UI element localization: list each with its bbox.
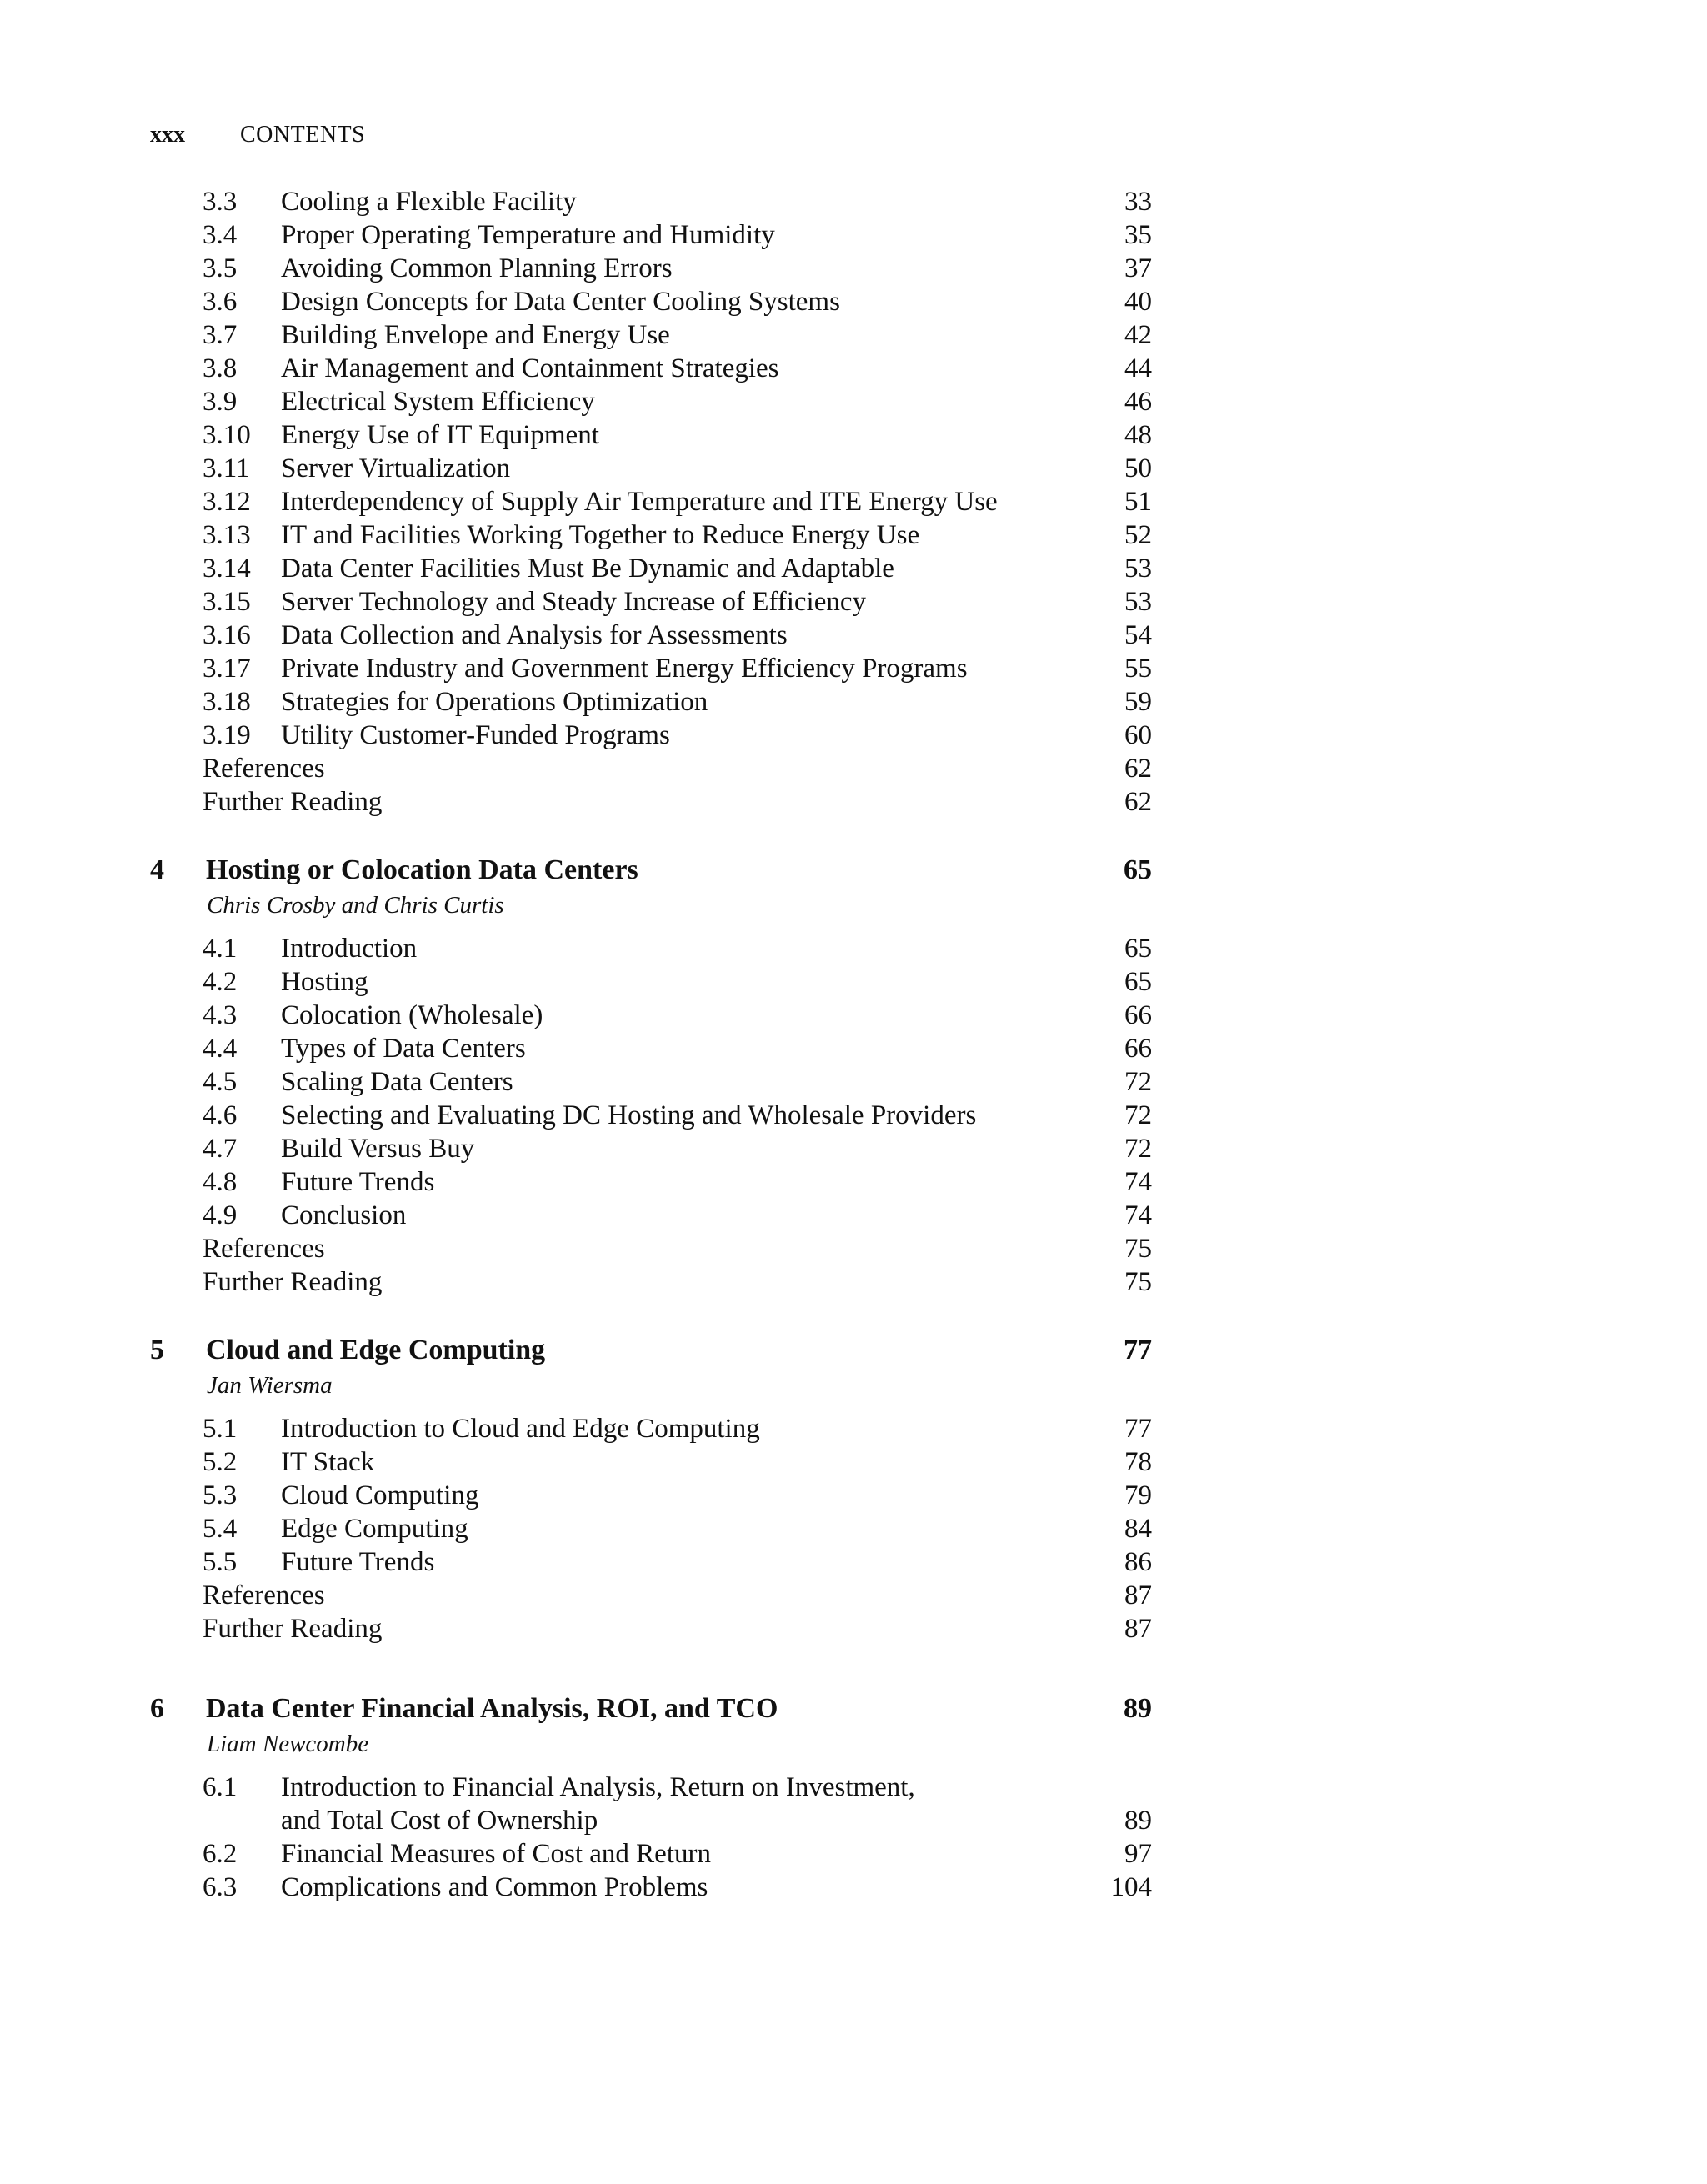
- section-title: Server Technology and Steady Increase of Efficiency: [281, 587, 867, 617]
- chapter-heading: [0, 1332, 1707, 1369]
- section-title: IT Stack: [281, 1447, 375, 1477]
- section-number: 4.5: [203, 1067, 238, 1097]
- page-number: 97: [1124, 1839, 1152, 1869]
- page-number: 72: [1124, 1100, 1152, 1130]
- section-number: 4.4: [203, 1034, 238, 1064]
- chapter-title: Cloud and Edge Computing: [206, 1335, 546, 1365]
- page-number: 33: [1124, 187, 1152, 217]
- section-title: Future Trends: [281, 1547, 435, 1577]
- page-number: 52: [1124, 520, 1152, 550]
- section-title-continued: and Total Cost of Ownership: [281, 1806, 598, 1836]
- page-number: 74: [1124, 1200, 1152, 1230]
- section-title: Energy Use of IT Equipment: [281, 420, 599, 450]
- section-title: Private Industry and Government Energy Efficiency Programs: [281, 654, 968, 684]
- section-number: 3.15: [203, 587, 251, 617]
- section-number: 4.6: [203, 1100, 238, 1130]
- toc-entry: [0, 585, 1707, 619]
- page-number: 84: [1124, 1514, 1152, 1544]
- toc-entry: [0, 552, 1707, 585]
- section-number: 4.3: [203, 1000, 238, 1030]
- toc-entry-further-reading: [0, 1612, 1707, 1646]
- toc-entry: [0, 1837, 1707, 1871]
- toc-entry-references: [0, 1579, 1707, 1612]
- section-number: 6.3: [203, 1872, 238, 1902]
- toc-entry: [0, 485, 1707, 518]
- toc-entry: [0, 452, 1707, 485]
- page-number: 87: [1124, 1614, 1152, 1644]
- section-number: 3.9: [203, 387, 238, 417]
- section-number: 4.9: [203, 1200, 238, 1230]
- page-number: 86: [1124, 1547, 1152, 1577]
- toc-entry: [0, 1065, 1707, 1099]
- section-title: Hosting: [281, 967, 368, 997]
- page-number: 65: [1124, 967, 1152, 997]
- chapter-author: [0, 1369, 1707, 1402]
- section-number: 3.16: [203, 620, 251, 650]
- toc-entry: [0, 418, 1707, 452]
- section-title: Avoiding Common Planning Errors: [281, 253, 673, 283]
- section-number: 3.18: [203, 687, 251, 717]
- section-title: Conclusion: [281, 1200, 407, 1230]
- page-number: 42: [1124, 320, 1152, 350]
- toc-entry: [0, 965, 1707, 999]
- section-number: 3.19: [203, 720, 251, 750]
- references-title: References: [203, 754, 325, 784]
- section-number: 4.1: [203, 934, 238, 964]
- further-reading-title: Further Reading: [203, 1614, 383, 1644]
- toc-entry: [0, 1479, 1707, 1512]
- chapter-author: [0, 1727, 1707, 1761]
- chapter-number: 4: [150, 854, 164, 885]
- toc-entry: [0, 185, 1707, 218]
- toc-entry-references: [0, 1232, 1707, 1265]
- chapter-number: 6: [150, 1693, 164, 1724]
- section-title: Strategies for Operations Optimization: [281, 687, 708, 717]
- page-number: 44: [1124, 353, 1152, 383]
- toc-entry: [0, 685, 1707, 719]
- page-number: 75: [1124, 1234, 1152, 1264]
- page-number: 77: [1124, 1414, 1152, 1444]
- toc-entry: [0, 218, 1707, 252]
- references-title: References: [203, 1580, 325, 1610]
- chapter-heading: [0, 852, 1707, 889]
- page-number: 104: [1110, 1872, 1152, 1902]
- toc-entry-continuation: [0, 1804, 1707, 1837]
- chapter-title: Hosting or Colocation Data Centers: [206, 854, 638, 885]
- section-number: 3.11: [203, 453, 250, 483]
- page-number: 74: [1124, 1167, 1152, 1197]
- page-number: 53: [1124, 554, 1152, 584]
- section-title: Building Envelope and Energy Use: [281, 320, 670, 350]
- section-number: 5.4: [203, 1514, 238, 1544]
- toc-entry: [0, 1445, 1707, 1479]
- page-number: 72: [1124, 1067, 1152, 1097]
- toc-entry: [0, 1512, 1707, 1545]
- toc-entry: [0, 1545, 1707, 1579]
- page-number: 53: [1124, 587, 1152, 617]
- further-reading-title: Further Reading: [203, 787, 383, 817]
- section-title: Introduction: [281, 934, 418, 964]
- toc-entry: [0, 252, 1707, 285]
- toc-entry: [0, 1199, 1707, 1232]
- page-number: 55: [1124, 654, 1152, 684]
- page-number: 79: [1124, 1480, 1152, 1510]
- section-number: 5.5: [203, 1547, 238, 1577]
- section-number: 5.2: [203, 1447, 238, 1477]
- section-title: IT and Facilities Working Together to Reduce Energy Use: [281, 520, 920, 550]
- toc-entry: [0, 1412, 1707, 1445]
- section-number: 3.13: [203, 520, 251, 550]
- section-number: 3.6: [203, 287, 238, 317]
- section-number: 3.4: [203, 220, 238, 250]
- page-number: 87: [1124, 1580, 1152, 1610]
- page-number: 66: [1124, 1034, 1152, 1064]
- toc-entry-further-reading: [0, 1265, 1707, 1299]
- page-number: 50: [1124, 453, 1152, 483]
- section-title: Electrical System Efficiency: [281, 387, 595, 417]
- section-title: Future Trends: [281, 1167, 435, 1197]
- page-number: 51: [1124, 487, 1152, 517]
- section-number: 3.14: [203, 554, 251, 584]
- section-title: Air Management and Containment Strategies: [281, 353, 779, 383]
- page-number: 35: [1124, 220, 1152, 250]
- toc-entry: [0, 652, 1707, 685]
- references-title: References: [203, 1234, 325, 1264]
- table-of-contents: [0, 185, 1707, 1904]
- section-number: 6.1: [203, 1772, 238, 1802]
- section-title: Financial Measures of Cost and Return: [281, 1839, 711, 1869]
- toc-entry: [0, 999, 1707, 1032]
- page-number: 78: [1124, 1447, 1152, 1477]
- section-title: Data Collection and Analysis for Assessments: [281, 620, 788, 650]
- toc-entry: [0, 619, 1707, 652]
- toc-entry: [0, 1165, 1707, 1199]
- toc-entry: [0, 1132, 1707, 1165]
- section-title: Utility Customer-Funded Programs: [281, 720, 670, 750]
- toc-entry: [0, 1871, 1707, 1904]
- section-number: 4.7: [203, 1134, 238, 1164]
- page-number: 66: [1124, 1000, 1152, 1030]
- section-number: 4.2: [203, 967, 238, 997]
- toc-entry: [0, 719, 1707, 752]
- toc-entry: [0, 1771, 1707, 1804]
- page-number: 75: [1124, 1267, 1152, 1297]
- section-title: Types of Data Centers: [281, 1034, 526, 1064]
- section-number: 3.12: [203, 487, 251, 517]
- section-title: Selecting and Evaluating DC Hosting and Wholesale Providers: [281, 1100, 977, 1130]
- section-number: 3.5: [203, 253, 238, 283]
- section-number: 6.2: [203, 1839, 238, 1869]
- section-number: 5.3: [203, 1480, 238, 1510]
- section-title: Introduction to Financial Analysis, Return on Investment,: [281, 1772, 915, 1802]
- page-number: 37: [1124, 253, 1152, 283]
- chapter-heading: [0, 1691, 1707, 1727]
- chapter-number: 5: [150, 1335, 164, 1365]
- author-names: Chris Crosby and Chris Curtis: [207, 892, 504, 919]
- toc-entry: [0, 1032, 1707, 1065]
- section-number: 3.17: [203, 654, 251, 684]
- running-head: [150, 118, 365, 152]
- page-number: 48: [1124, 420, 1152, 450]
- chapter-author: [0, 889, 1707, 922]
- section-title: Complications and Common Problems: [281, 1872, 708, 1902]
- toc-entry: [0, 385, 1707, 418]
- section-title: Colocation (Wholesale): [281, 1000, 543, 1030]
- author-names: Liam Newcombe: [207, 1731, 369, 1757]
- section-number: 3.10: [203, 420, 251, 450]
- page-number: 62: [1124, 787, 1152, 817]
- page-number: 60: [1124, 720, 1152, 750]
- page-number: 65: [1124, 854, 1152, 885]
- toc-entry: [0, 932, 1707, 965]
- section-title: Edge Computing: [281, 1514, 468, 1544]
- section-number: 3.3: [203, 187, 238, 217]
- page-number: 59: [1124, 687, 1152, 717]
- page-number: 89: [1124, 1693, 1152, 1724]
- section-title: Data Center Facilities Must Be Dynamic and Adaptable: [281, 554, 894, 584]
- toc-entry-references: [0, 752, 1707, 785]
- section-title: Build Versus Buy: [281, 1134, 475, 1164]
- section-title: Cloud Computing: [281, 1480, 479, 1510]
- chapter-title: Data Center Financial Analysis, ROI, and TCO: [206, 1693, 778, 1724]
- toc-entry: [0, 518, 1707, 552]
- page-number: 40: [1124, 287, 1152, 317]
- page-number: 72: [1124, 1134, 1152, 1164]
- page-number: 77: [1124, 1335, 1152, 1365]
- toc-entry: [0, 1099, 1707, 1132]
- page-number: 46: [1124, 387, 1152, 417]
- toc-entry: [0, 352, 1707, 385]
- toc-entry: [0, 285, 1707, 318]
- page-number: 62: [1124, 754, 1152, 784]
- author-names: Jan Wiersma: [207, 1372, 333, 1399]
- page-folio: xxx: [150, 122, 185, 148]
- section-title: Interdependency of Supply Air Temperature and ITE Energy Use: [281, 487, 998, 517]
- section-number: 4.8: [203, 1167, 238, 1197]
- section-title: Cooling a Flexible Facility: [281, 187, 577, 217]
- page-number: 89: [1124, 1806, 1152, 1836]
- section-title: Proper Operating Temperature and Humidity: [281, 220, 775, 250]
- running-head-title: CONTENTS: [240, 122, 366, 148]
- section-title: Server Virtualization: [281, 453, 511, 483]
- page-number: 65: [1124, 934, 1152, 964]
- page-number: 54: [1124, 620, 1152, 650]
- section-number: 5.1: [203, 1414, 238, 1444]
- toc-entry: [0, 318, 1707, 352]
- section-number: 3.7: [203, 320, 238, 350]
- section-title: Scaling Data Centers: [281, 1067, 513, 1097]
- section-number: 3.8: [203, 353, 238, 383]
- section-title: Introduction to Cloud and Edge Computing: [281, 1414, 760, 1444]
- toc-entry-further-reading: [0, 785, 1707, 819]
- further-reading-title: Further Reading: [203, 1267, 383, 1297]
- section-title: Design Concepts for Data Center Cooling Systems: [281, 287, 840, 317]
